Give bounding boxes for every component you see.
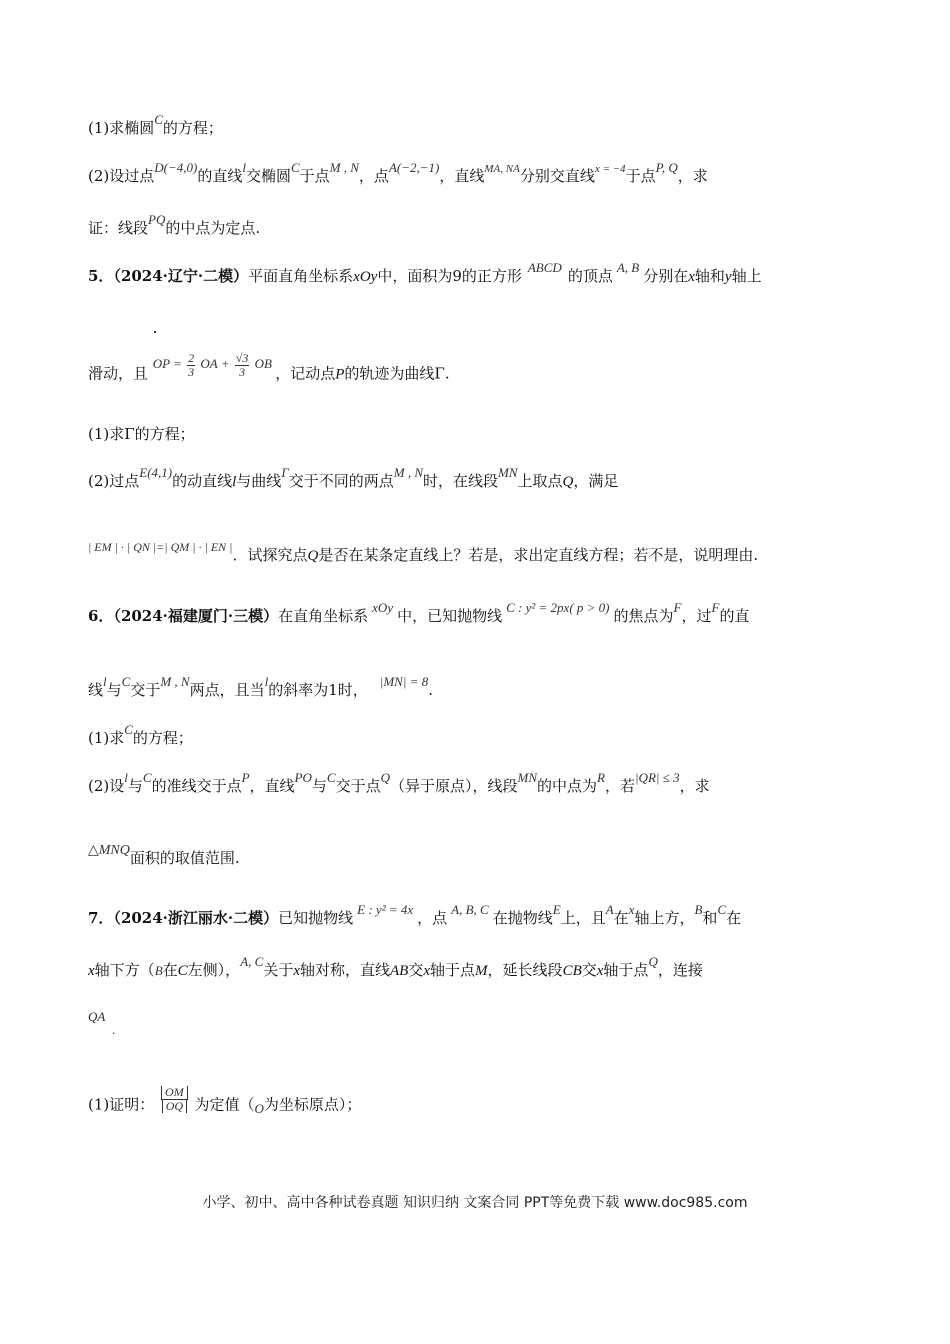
text: 在直角坐标系 [278, 607, 369, 625]
math-ob: OB [254, 356, 272, 372]
math-O: O [254, 1100, 264, 1116]
math-ABCD: ABCD [527, 260, 562, 275]
text: 上取点 [517, 472, 563, 490]
text: 的斜率为1时， [268, 681, 368, 699]
text: 分别交直线 [519, 167, 595, 185]
math-l: l [242, 160, 246, 175]
math-D: D(−4,0) [154, 160, 198, 175]
math-vector-eq [152, 351, 275, 379]
math-l: l [264, 674, 269, 689]
text: （异于原点），线段 [389, 777, 518, 795]
text: 平面直角坐标系 [248, 267, 354, 285]
text: ，满足 [573, 472, 619, 490]
text: (1)求Γ的方程； [88, 425, 195, 443]
text: 的方程； [132, 729, 193, 747]
fraction-num: OM [161, 1086, 188, 1100]
text: 与 [311, 777, 327, 795]
problem-7-line-2 [88, 954, 703, 981]
math-C: C [121, 674, 131, 689]
text: 于点 [299, 167, 330, 185]
fraction-num: √3 [235, 351, 249, 365]
text: 滑动，且 [88, 364, 149, 383]
text: 的中点为定点. [165, 219, 261, 237]
math-MANA: MA, NA [484, 163, 520, 175]
math-QR: |QR| ≤ 3 [634, 770, 680, 785]
text: (1)求 [88, 729, 125, 747]
text: 为坐标原点）； [263, 1095, 362, 1114]
fraction-OM-OQ [161, 1086, 188, 1113]
math-AB: A, B [616, 260, 640, 275]
math-MN-eq: |MN| = 8 [379, 674, 429, 689]
text: 与曲线 [236, 472, 282, 490]
text: (2)设过点 [88, 167, 155, 185]
text: 的焦点为 [613, 607, 674, 625]
text: 中，面积为9的正方形 [377, 267, 522, 285]
text: (1)求椭圆 [88, 119, 155, 137]
text: ．试探究点 [232, 546, 308, 564]
math-xOy: xOy [353, 269, 378, 285]
text: 的方程； [162, 119, 223, 137]
fraction-sqrt3-3 [235, 352, 250, 379]
text: 的直 [719, 607, 750, 625]
text: 为定值（ [194, 1095, 255, 1114]
text: 时，在线段 [422, 472, 498, 490]
text: 的顶点 [567, 267, 613, 285]
math-AC: A, C [240, 954, 264, 969]
text: 中，已知抛物线 [397, 607, 503, 625]
problem-number: 7． [88, 909, 114, 927]
math-C: C [326, 770, 336, 785]
math-R: R [597, 770, 605, 785]
problem-number: 6． [88, 607, 114, 625]
text: 在 [726, 909, 742, 927]
math-lhs: OP = [152, 356, 182, 372]
problem-source: （2024·福建厦门·三模） [113, 607, 279, 625]
math-MN: M , N [160, 674, 190, 689]
text: . [112, 1026, 116, 1037]
text: 两点，且当 [189, 681, 265, 699]
text: 交于点 [335, 777, 381, 795]
text: 轴对称，直线 [300, 961, 391, 979]
math-A: A(−2,−1) [388, 160, 440, 175]
math-parabola: C : y² = 2px( p > 0) [506, 600, 610, 615]
math-QA: QA [88, 1009, 106, 1024]
math-x4: x = −4 [594, 163, 626, 175]
math-xOy: xOy [372, 600, 394, 615]
text: ，过 [681, 607, 712, 625]
text: ，点 [417, 909, 448, 927]
problem-5-line-3 [88, 424, 195, 444]
text: 轴和 [694, 267, 725, 285]
math-condition: | EM | · | QN |=| QM | · | EN | [88, 540, 233, 554]
math-Gamma: Γ [281, 465, 289, 480]
math-y: y [724, 269, 732, 285]
math-B: B [694, 902, 703, 917]
text: 轴于点 [603, 961, 649, 979]
problem-6-line-3 [88, 722, 193, 749]
math-Q: Q [648, 954, 658, 969]
fraction-den: OQ [162, 1100, 187, 1113]
math-ABC: A, B, C [451, 902, 489, 917]
text: (2)设 [88, 777, 125, 795]
text: 交椭圆 [245, 167, 291, 185]
math-MN: M , N [393, 465, 423, 480]
math-PQ: P, Q [655, 160, 678, 175]
math-B: B [154, 963, 163, 978]
text: 的轨迹为曲线Γ. [344, 364, 450, 383]
math-x: x [596, 963, 604, 979]
text: ，连接 [657, 961, 703, 979]
math-Q: Q [380, 770, 390, 785]
math-parabola: E : y² = 4x [357, 902, 414, 917]
fraction-2-3 [187, 352, 195, 379]
math-Q: Q [307, 548, 319, 564]
math-C: C [290, 160, 300, 175]
line-1 [88, 112, 223, 139]
problem-7-line-3-dot [112, 1022, 115, 1042]
problem-6-line-5 [88, 843, 240, 870]
text: 的中点为 [537, 777, 598, 795]
problem-6-line-4 [88, 770, 710, 797]
text: . [428, 681, 433, 699]
math-x: x [688, 269, 695, 285]
text: 与 [106, 681, 122, 699]
text: 关于 [263, 961, 294, 979]
math-oa: OA + [200, 356, 230, 372]
problem-source: （2024·浙江丽水·二模） [113, 909, 279, 927]
text: 在 [613, 909, 629, 927]
text: 和 [702, 909, 718, 927]
math-l: l [124, 770, 128, 785]
math-x: x [88, 963, 95, 979]
text: ，直线 [439, 167, 485, 185]
problem-7-line-1 [88, 902, 742, 929]
problem-7-line-4 [88, 1085, 362, 1119]
text: ，求 [679, 777, 710, 795]
fraction-num: 2 [188, 351, 195, 365]
text: 分别在 [643, 267, 689, 285]
text: ，求 [677, 167, 708, 185]
math-AB: AB [390, 963, 409, 979]
text: 线 [88, 681, 104, 699]
fraction-den: 3 [239, 365, 246, 379]
text: 的直线 [197, 167, 243, 185]
math-l: l [232, 474, 237, 490]
text: 轴于点 [430, 961, 476, 979]
problem-7-line-3 [88, 1006, 105, 1027]
text: 证：线段 [88, 219, 149, 237]
text: 上，且 [560, 909, 606, 927]
text: 轴上方， [634, 909, 695, 927]
math-P: P [335, 366, 345, 383]
text: 轴下方（ [94, 961, 155, 979]
math-C: C [154, 112, 163, 127]
line-3 [88, 212, 261, 239]
text: ，若 [604, 777, 635, 795]
text: 交于不同的两点 [288, 472, 394, 490]
problem-5-line-2 [88, 351, 450, 389]
text: 左侧）， [187, 961, 241, 979]
math-CB: CB [562, 963, 582, 979]
problem-6-line-1 [88, 600, 750, 627]
math-MN: MN [498, 465, 518, 480]
text: (1)证明： [88, 1095, 155, 1114]
text: 交 [408, 961, 424, 979]
text: 交 [581, 961, 597, 979]
math-triangle: △MNQ [88, 843, 130, 858]
math-P: P [241, 770, 250, 785]
math-C: C [177, 963, 188, 979]
line-2 [88, 160, 708, 188]
math-PQ: PQ [148, 212, 166, 227]
text: 与 [127, 777, 143, 795]
math-C: C [142, 770, 152, 785]
fraction-den: 3 [188, 365, 195, 379]
text: (2)过点 [88, 472, 140, 490]
text: 交于 [130, 681, 161, 699]
page-footer: 小学、初中、高中各种试卷真题 知识归纳 文案合同 PPT等免费下载 www.doc985.com [202, 1195, 748, 1211]
text: 是否在某条定直线上？若是，求出定直线方程；若不是，说明理由. [318, 546, 759, 564]
problem-number: 5． [88, 267, 114, 285]
math-Q: Q [562, 474, 574, 490]
math-M: M [475, 963, 488, 979]
text: 的动直线 [172, 472, 233, 490]
math-x: x [628, 902, 635, 917]
text: 在抛物线 [492, 909, 553, 927]
math-F: F [673, 600, 682, 615]
math-C: C [717, 902, 727, 917]
text: 在 [162, 961, 178, 979]
math-PO: PO [294, 770, 312, 785]
text: ，延长线段 [487, 961, 563, 979]
math-MN: M , N [329, 160, 359, 175]
problem-6-line-2 [88, 674, 433, 701]
text: 面积的取值范围. [129, 849, 240, 867]
math-F: F [711, 600, 720, 615]
vector-dot [154, 331, 156, 333]
text: ，记动点 [275, 364, 336, 383]
math-x: x [293, 963, 300, 979]
math-C: C [124, 722, 133, 737]
math-l: l [103, 674, 107, 689]
text: 已知抛物线 [278, 909, 354, 927]
math-A: A [605, 902, 614, 917]
math-MN: MN [517, 770, 537, 785]
text: ，直线 [249, 777, 295, 795]
problem-source: （2024·辽宁·二模） [113, 267, 249, 285]
math-E: E(4,1) [139, 465, 173, 480]
text: 轴上 [731, 267, 762, 285]
text: 于点 [625, 167, 656, 185]
problem-5-line-1 [88, 260, 762, 287]
problem-5-line-4 [88, 465, 619, 492]
text: ，点 [358, 167, 389, 185]
problem-5-line-5 [88, 540, 759, 566]
math-x: x [423, 963, 431, 979]
math-E: E [552, 902, 561, 917]
text: 的准线交于点 [151, 777, 242, 795]
